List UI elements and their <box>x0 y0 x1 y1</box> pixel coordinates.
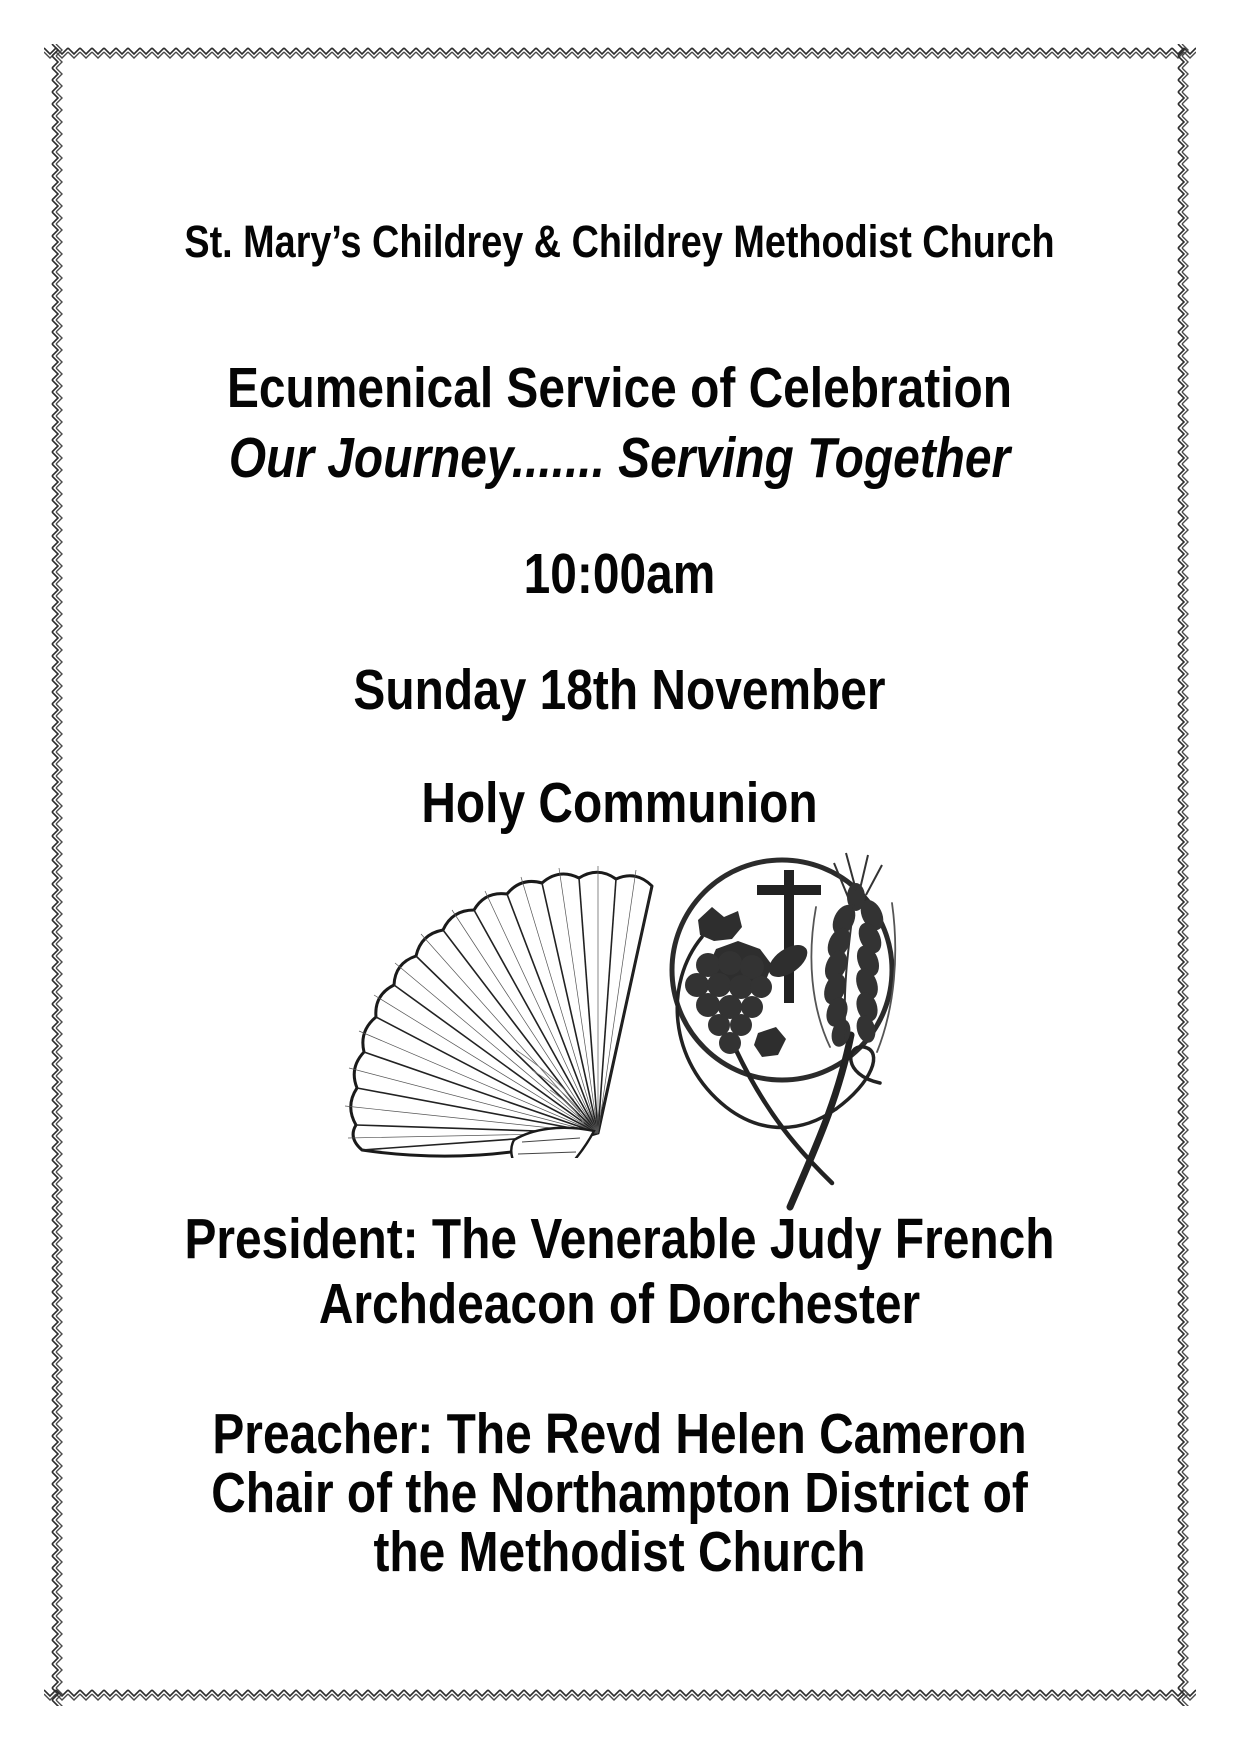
president-line2: Archdeacon of Dorchester <box>318 1272 921 1336</box>
service-type: Holy Communion <box>421 771 818 835</box>
communion-emblem-icon <box>640 845 910 1217</box>
zigzag-border-top <box>44 44 1196 64</box>
zigzag-border-left <box>48 44 68 1706</box>
preacher-line3: the Methodist Church <box>373 1520 866 1584</box>
preacher-line1: Preacher: The Revd Helen Cameron <box>212 1402 1027 1466</box>
scallop-shell-icon <box>336 838 656 1158</box>
service-time: 10:00am <box>523 542 716 606</box>
service-subheading: Our Journey....... Serving Together <box>228 426 1011 490</box>
grape-leaf-icon <box>698 907 742 941</box>
service-date: Sunday 18th November <box>353 658 886 722</box>
zigzag-border-right <box>1174 44 1194 1706</box>
preacher-line2: Chair of the Northampton District of <box>211 1461 1028 1525</box>
service-heading: Ecumenical Service of Celebration <box>226 356 1013 420</box>
zigzag-border-bottom <box>44 1686 1196 1706</box>
page-title: St. Mary’s Childrey & Childrey Methodist Church <box>184 216 1055 267</box>
president-line1: President: The Venerable Judy French <box>184 1207 1055 1271</box>
